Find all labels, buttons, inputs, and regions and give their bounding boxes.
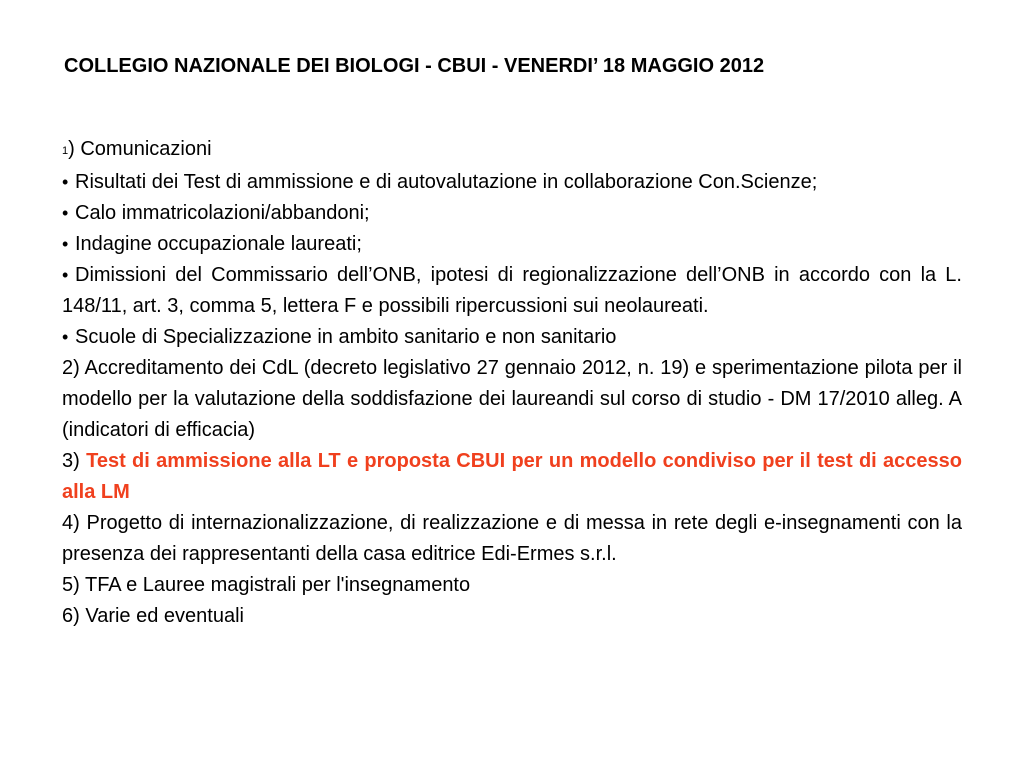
agenda-item-1 (62, 134, 962, 167)
bullet-icon: • (62, 327, 69, 347)
bullet-text: Risultati dei Test di ammissione e di autovalutazione in collaborazione Con.Scienze; (75, 171, 818, 193)
item-3-prefix: 3) (62, 450, 87, 472)
bullet-text: Scuole di Specializzazione in ambito sanitario e non sanitario (75, 326, 617, 348)
bullet-text: Dimissioni del Commissario dell’ONB, ipotesi di regionalizzazione dell’ONB in accordo con la L. 148/11, art. 3, comma 5, lettera F e possibili ripercussioni sui neolaureati. (62, 264, 962, 317)
bullet-text: Indagine occupazionale laureati; (75, 233, 362, 255)
bullet-item (62, 260, 962, 322)
agenda-item-6: 6) Varie ed eventuali (62, 605, 244, 627)
bullet-item (62, 229, 962, 260)
bullet-item (62, 198, 962, 229)
bullet-icon: • (62, 203, 69, 223)
agenda-item-5: 5) TFA e Lauree magistrali per l'insegnamento (62, 574, 471, 596)
bullet-item (62, 322, 962, 353)
agenda-item-4: 4) Progetto di internazionalizzazione, di realizzazione e di messa in rete degli e-insegnamenti con la presenza dei rappresentanti della casa editrice Edi-Ermes s.r.l. (62, 512, 962, 565)
bullet-icon: • (62, 265, 69, 285)
item-1-text: ) Comunicazioni (68, 138, 212, 160)
bullet-text: Calo immatricolazioni/abbandoni; (75, 202, 370, 224)
item-1-number: 1 (62, 145, 69, 157)
bullet-item (62, 167, 962, 198)
bullet-icon: • (62, 172, 69, 192)
item-3-highlight: Test di ammissione alla LT e proposta CBUI per un modello condiviso per il test di accesso alla LM (62, 450, 962, 503)
bullet-icon: • (62, 234, 69, 254)
agenda-body (62, 134, 962, 632)
agenda-item-2: 2) Accreditamento dei CdL (decreto legislativo 27 gennaio 2012, n. 19) e sperimentazione pilota per il modello per la valutazione della soddisfazione dei laureandi sul corso di studio - DM 17/2010 alleg. A (indicatori di efficacia) (62, 357, 962, 441)
slide-title: COLLEGIO NAZIONALE DEI BIOLOGI - CBUI - VENERDI’ 18 MAGGIO 2012 (64, 55, 765, 77)
agenda-item-3 (62, 446, 962, 508)
